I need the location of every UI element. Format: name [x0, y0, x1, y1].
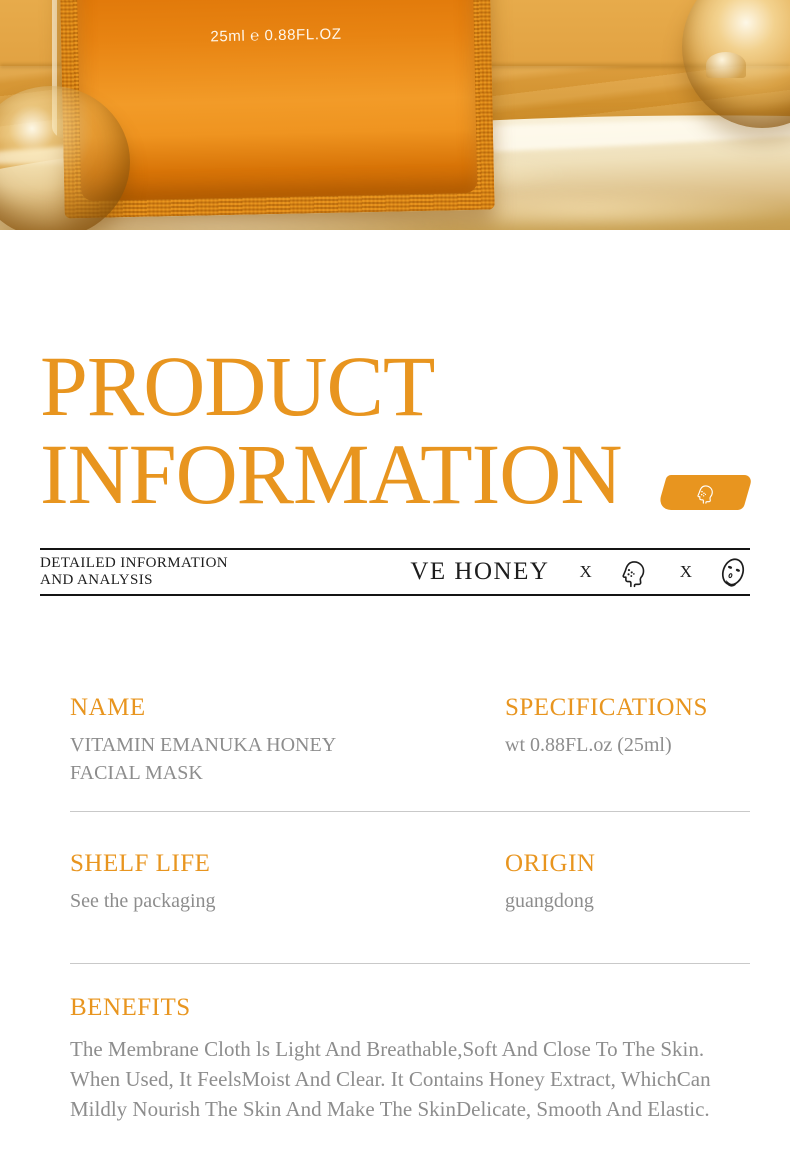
origin-section [505, 850, 750, 915]
multiply-sign: X [679, 562, 692, 581]
benefits-title: BENEFITS [70, 994, 191, 1021]
specifications-area [40, 694, 750, 1124]
benefits-section [70, 964, 750, 1124]
heading-row [40, 230, 750, 522]
subheader-caption-line2: AND ANALYSIS [40, 572, 153, 588]
brand-name: VE HONEY [410, 558, 550, 585]
benefits-value: The Membrane Cloth ls Light And Breathable,Soft And Close To The Skin. When Used, It FeelsMoist And Clear. It Contains Honey Extract, WhichCan Mildly Nourish The Skin And Make The SkinDelicate, Smooth And Elastic. [70, 1037, 711, 1121]
product-photo-banner [0, 0, 790, 230]
name-section [70, 694, 505, 787]
brand-collab [410, 555, 750, 589]
spec-row-name-specifications [70, 694, 750, 812]
shelf-life-section [70, 850, 505, 915]
content-area [0, 230, 790, 1124]
face-profile-icon [693, 481, 717, 505]
subheader-caption [40, 555, 228, 590]
specifications-title: SPECIFICATIONS [505, 694, 708, 721]
page-title-line2: INFORMATION [40, 426, 622, 522]
package-front [77, 0, 478, 201]
page-title [40, 230, 750, 522]
face-profile-icon [616, 555, 650, 589]
origin-title: ORIGIN [505, 850, 596, 877]
shelf-life-title: SHELF LIFE [70, 850, 211, 877]
spec-row-shelflife-origin [70, 812, 750, 964]
specifications-value: wt 0.88FL.oz (25ml) [505, 734, 672, 756]
subheader-caption-line1: DETAILED INFORMATION [40, 554, 229, 571]
mask-icon [716, 555, 750, 589]
name-title: NAME [70, 694, 146, 721]
package-volume-label: 25ml ℮ 0.88FL.OZ [210, 25, 342, 46]
page-title-line1: PRODUCT [40, 338, 435, 434]
face-badge [657, 475, 753, 510]
name-value: VITAMIN EMANUKA HONEY FACIAL MASK [70, 734, 336, 784]
shelf-life-value: See the packaging [70, 890, 216, 912]
subheader-bar [40, 548, 750, 596]
specifications-section [505, 694, 750, 787]
glass-droplet [706, 52, 746, 78]
origin-value: guangdong [505, 890, 594, 912]
multiply-sign: X [579, 562, 592, 581]
